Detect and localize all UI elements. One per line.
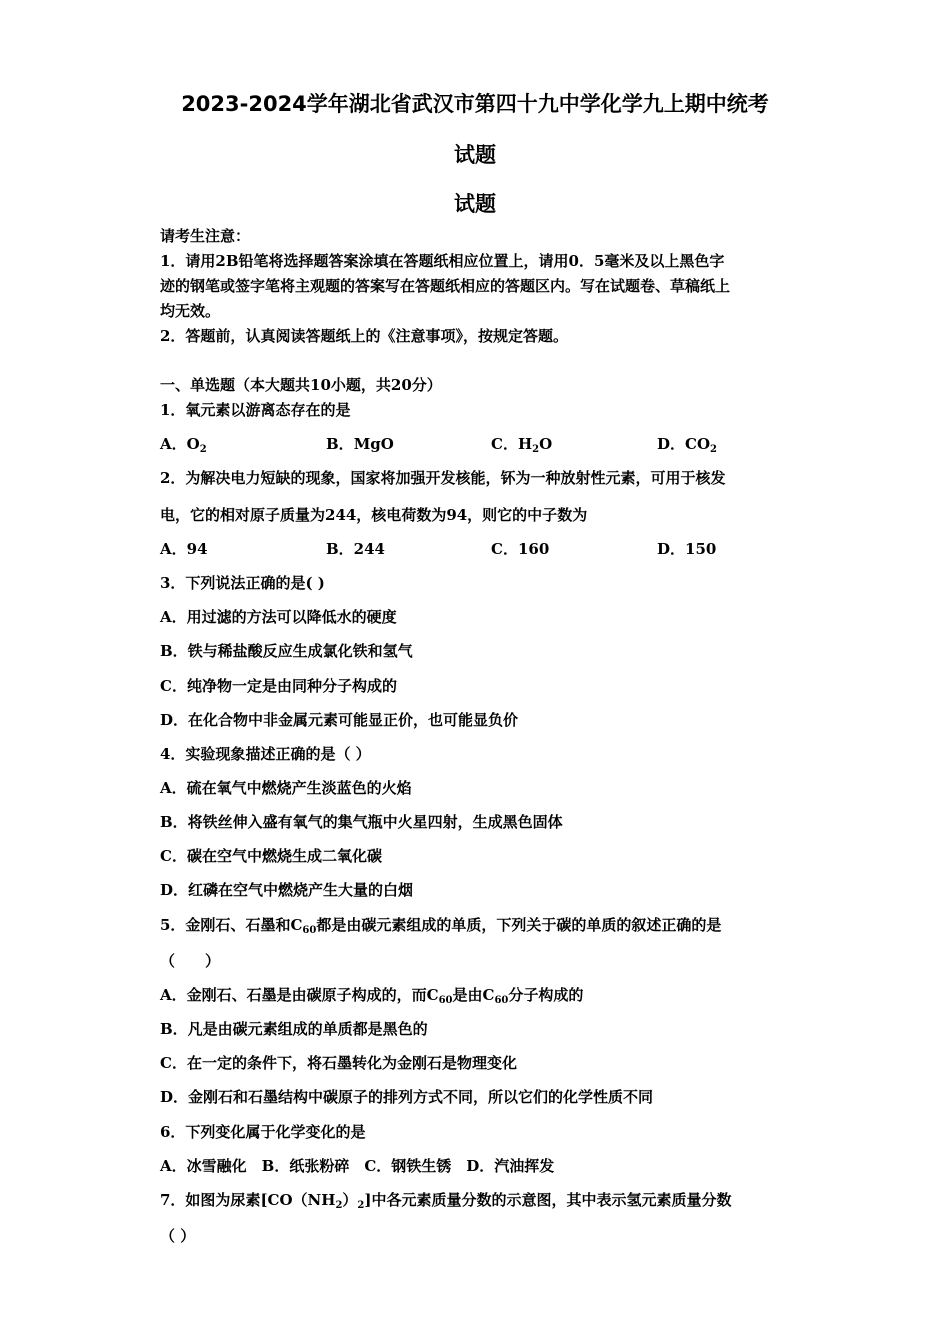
question-4-stem: 4．实验现象描述正确的是（ ） [160, 745, 371, 763]
question-3-option-b: B．铁与稀盐酸反应生成氯化铁和氢气 [160, 642, 413, 660]
question-5-stem: 5．金刚石、石墨和$C_{60}$都是由碳元素组成的单质，下列关于碳的单质的叙述正确的是 [160, 916, 722, 936]
notice-item1-line3: 均无效。 [160, 302, 221, 320]
question-3-stem: 3．下列说法正确的是( ) [160, 574, 325, 592]
question-2-option-a: A．94 [160, 540, 208, 558]
question-2-option-c: C．160 [491, 540, 550, 558]
question-1-stem: 1．氧元素以游离态存在的是 [160, 401, 351, 419]
question-4-option-b: B．将铁丝伸入盛有氧气的集气瓶中火星四射，生成黑色固体 [160, 813, 563, 831]
question-2-option-b: B．244 [326, 540, 385, 558]
question-5-option-b: B．凡是由碳元素组成的单质都是黑色的 [160, 1020, 428, 1038]
question-3-option-c: C．纯净物一定是由同种分子构成的 [160, 677, 397, 695]
question-3-option-d: D．在化合物中非金属元素可能显正价，也可能显负价 [160, 711, 519, 729]
question-7-stem: 7．如图为尿素$[CO(NH_2)_2]$中各元素质量分数的示意图，其中表示氢元素质量分数 [160, 1191, 732, 1211]
exam-title-line1: 2023-2024学年湖北省武汉市第四十九中学化学九上期中统考 [181, 92, 769, 116]
question-4-option-a: A．硫在氧气中燃烧产生淡蓝色的火焰 [160, 779, 412, 797]
question-5-option-a: A．金刚石、石墨是由碳原子构成的，而$C_{60}$是由$C_{60}$分子构成的 [160, 986, 584, 1006]
question-6-options: A．冰雪融化 B．纸张粉碎 C．钢铁生锈 D．汽油挥发 [160, 1157, 555, 1175]
notice-item2: 2．答题前，认真阅读答题纸上的《注意事项》，按规定答题。 [160, 327, 568, 345]
question-2-stem-line2: 电，它的相对原子质量为244，核电荷数为94，则它的中子数为 [160, 506, 588, 524]
exam-title-line2: 试题 [454, 143, 496, 167]
question-3-option-a: A．用过滤的方法可以降低水的硬度 [160, 608, 397, 626]
question-7-paren: （ ） [160, 1227, 196, 1245]
section-heading: 一、单选题（本大题共10小题，共20分） [160, 376, 442, 394]
exam-title-line3: 试题 [454, 192, 496, 216]
question-6-stem: 6．下列变化属于化学变化的是 [160, 1123, 366, 1141]
question-5-option-c: C．在一定的条件下，将石墨转化为金刚石是物理变化 [160, 1054, 517, 1072]
question-2-stem-line1: 2．为解决电力短缺的现象，国家将加强开发核能，钚为一种放射性元素，可用于核发 [160, 469, 726, 487]
question-4-option-d: D．红磷在空气中燃烧产生大量的白烟 [160, 881, 414, 899]
question-5-option-d: D．金刚石和石墨结构中碳原子的排列方式不同，所以它们的化学性质不同 [160, 1088, 654, 1106]
question-1-option-b: B．MgO [326, 435, 394, 453]
question-1-option-a: A．$O_2$ [160, 435, 207, 455]
notice-item1-line2: 迹的钢笔或签字笔将主观题的答案写在答题纸相应的答题区内。写在试题卷、草稿纸上 [160, 277, 731, 295]
question-1-option-c: C．$H_2O$ [491, 435, 553, 455]
question-5-paren: （ ） [160, 952, 221, 970]
notice-heading: 请考生注意： [160, 227, 251, 245]
question-1-option-d: D．$CO_2$ [657, 435, 717, 455]
notice-item1-line1: 1．请用2B铅笔将选择题答案涂填在答题纸相应位置上，请用0．5毫米及以上黑色字 [160, 252, 725, 270]
question-4-option-c: C．碳在空气中燃烧生成二氧化碳 [160, 847, 382, 865]
question-2-option-d: D．150 [657, 540, 717, 558]
